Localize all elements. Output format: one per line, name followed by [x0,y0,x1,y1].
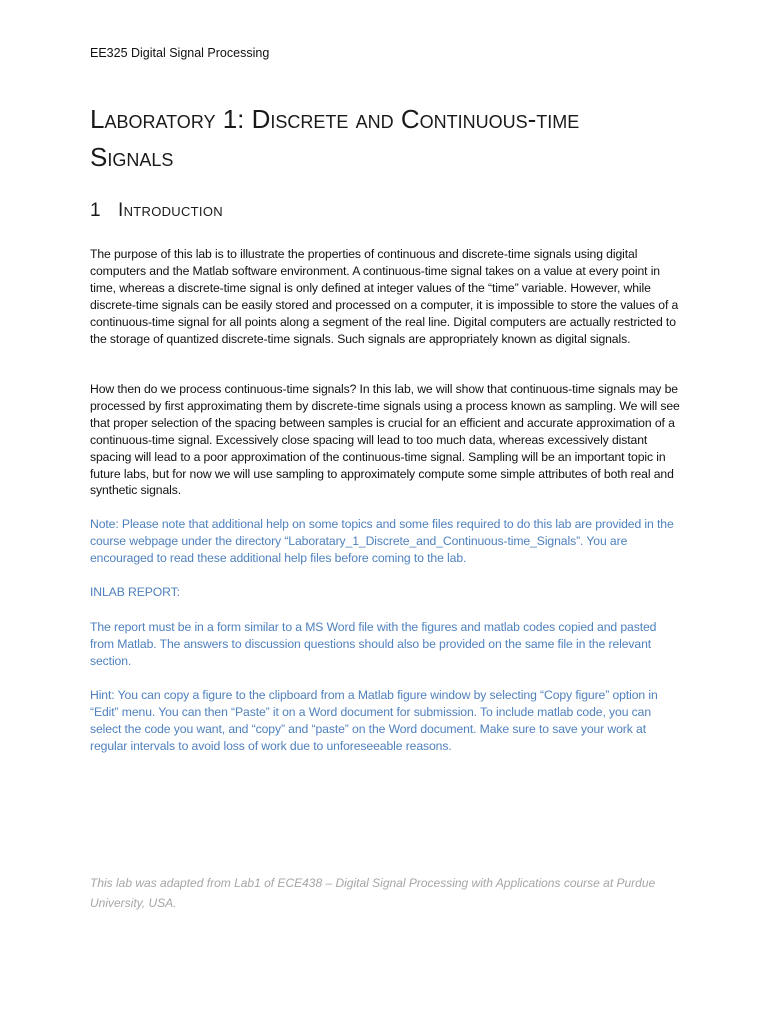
section-label: Introduction [118,200,223,221]
inlab-report-heading: INLAB REPORT: [90,585,180,599]
attribution-note: This lab was adapted from Lab1 of ECE438 – Digital Signal Processing with Applications course at Purdue University, USA. [90,876,656,910]
process-paragraph: How then do we process continuous-time signals? In this lab, we will show that continuous-time signals may be processed by first approximating them by discrete-time signals using a process known as sampling. We will see that proper selection of the spacing between samples is crucial for an efficient and accurate approximation of a continuous-time signal. Excessively close spacing will lead to too much data, whereas excessively distant spacing will lead to a poor approximation of the continuous-time signal. Sampling will be an important topic in future labs, but for now we will use sampling to approximately compute some simple attributes of both real and synthetic signals. [90,382,680,498]
lab-title-line-1: Laboratory 1: Discrete and Continuous-time [90,104,580,134]
running-header: EE325 Digital Signal Processing [90,46,270,60]
section-number: 1 [90,200,101,221]
hint-paragraph: Hint: You can copy a figure to the clipboard from a Matlab figure window by selecting “Copy figure” option in “Edit” menu. You can then “Paste” it on a Word document for submission. To include matlab code, you can select the code you want, and “copy” and “paste” on the Word document. Make sure to save your work at regular intervals to avoid loss of work due to unforeseeable reasons. [90,688,658,753]
lab-title [90,100,710,176]
section-heading [90,200,223,222]
lab-title-line-2: Signals [90,142,174,172]
note-paragraph: Note: Please note that additional help on some topics and some files required to do this lab are provided in the course webpage under the directory “Laboratary_1_Discrete_and_Continuous-time_Signals”. You are encouraged to read these additional help files before coming to the lab. [90,517,674,565]
report-paragraph: The report must be in a form similar to a MS Word file with the figures and matlab codes copied and pasted from Matlab. The answers to discussion questions should also be provided on the same file in the relevant section. [90,620,657,668]
intro-paragraph: The purpose of this lab is to illustrate the properties of continuous and discrete-time signals using digital computers and the Matlab software environment. A continuous-time signal takes on a value at every point in time, whereas a discrete-time signal is only defined at integer values of the “time” variable. However, while discrete-time signals can be easily stored and processed on a computer, it is impossible to store the values of a continuous-time signal for all points along a segment of the real line. Digital computers are actually restricted to the storage of quantized discrete-time signals. Such signals are appropriately known as digital signals. [90,247,679,346]
